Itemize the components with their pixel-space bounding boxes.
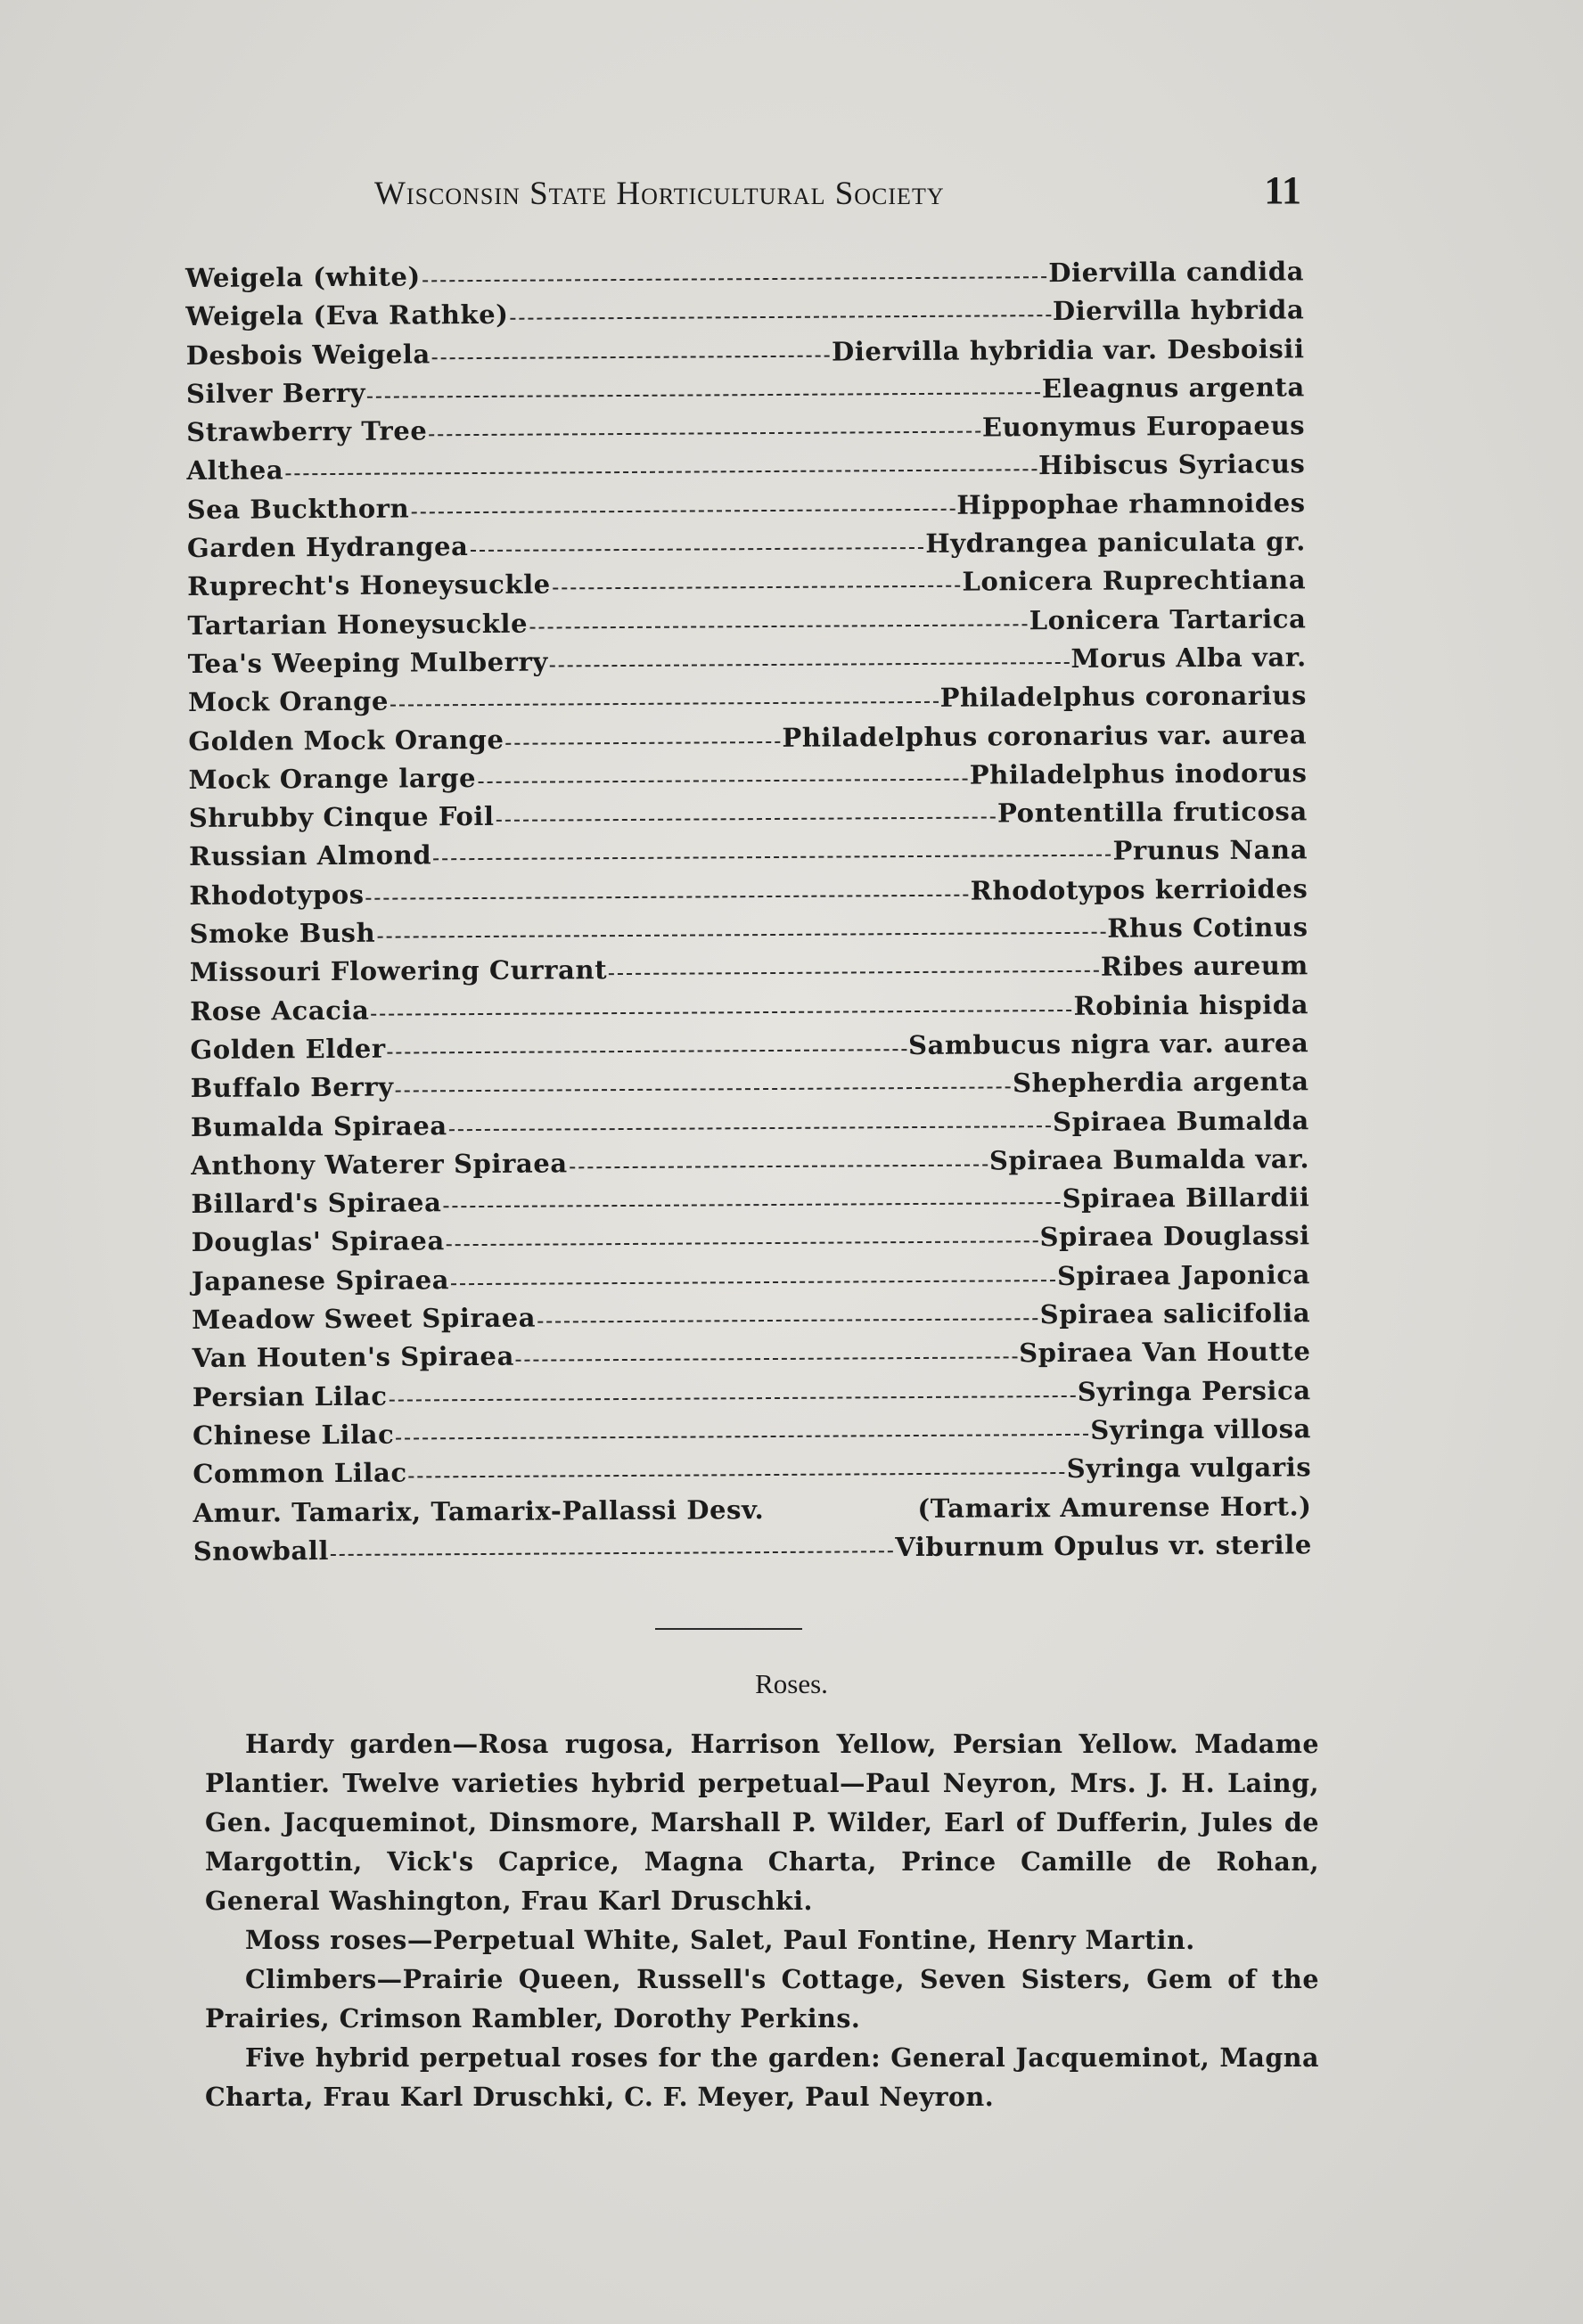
common-name: Russian Almond [188, 839, 432, 872]
common-name: Ruprecht's Honeysuckle [187, 569, 551, 602]
botanical-name: Robinia hispida [1073, 988, 1309, 1021]
dot-leader [449, 1125, 1051, 1131]
dot-leader [396, 1087, 1011, 1092]
roses-paragraph: Climbers—Prairie Queen, Russell's Cottage, Seven Sisters, Gem of the Prairies, Crimson Rambler, Dorothy Perkins. [205, 1964, 1319, 2034]
shrub-row [189, 912, 1308, 957]
dot-leader [367, 392, 1040, 398]
dot-leader [496, 817, 997, 822]
botanical-name: Philadelphus inodorus [969, 757, 1308, 790]
botanical-name: Rhus Cotinus [1107, 912, 1308, 944]
botanical-name: Rhodotypos kerrioides [970, 873, 1308, 906]
shrub-row [186, 411, 1305, 456]
common-name: Persian Lilac [192, 1380, 388, 1412]
dot-leader [570, 1164, 988, 1168]
common-name: Weigela (white) [185, 261, 421, 293]
botanical-name: Lonicera Ruprechtiana [962, 564, 1307, 598]
common-name: Snowball [193, 1534, 330, 1567]
shrub-row [185, 295, 1304, 340]
botanical-name: Viburnum Opulus vr. sterile [895, 1529, 1312, 1562]
common-name: Desbois Weigela [185, 338, 431, 371]
shrub-row [192, 1259, 1310, 1305]
botanical-name: Shepherdia argenta [1012, 1066, 1309, 1099]
common-name: Anthony Waterer Spiraea [191, 1148, 568, 1181]
dot-leader [447, 1241, 1038, 1247]
common-name: Rhodotypos [189, 879, 365, 911]
common-name: Douglas' Spiraea [191, 1225, 445, 1258]
common-name: Strawberry Tree [186, 415, 428, 448]
page-header [374, 168, 1301, 221]
shrub-row [190, 951, 1308, 996]
roses-heading: Roses. [755, 1668, 828, 1699]
common-name: Shrubby Cinque Foil [188, 801, 495, 834]
shrub-row [186, 449, 1305, 495]
common-name: Japanese Spiraea [191, 1264, 450, 1297]
common-name: Golden Elder [190, 1033, 386, 1065]
roses-body [205, 1724, 1319, 2116]
dot-leader [506, 741, 781, 744]
shrub-row [190, 989, 1308, 1035]
dot-leader [511, 315, 1051, 320]
common-name: Buffalo Berry [190, 1071, 394, 1104]
dot-leader [371, 1010, 1071, 1016]
dot-leader [409, 1472, 1065, 1477]
botanical-name: Diervilla hybrida [1052, 294, 1305, 327]
botanical-name: (Tamarix Amurense Hort.) [917, 1490, 1312, 1524]
shrub-row [187, 603, 1306, 649]
shrub-row [187, 526, 1306, 571]
common-name: Common Lilac [193, 1457, 407, 1490]
common-name: Mock Orange [187, 685, 390, 718]
shrub-row [189, 796, 1308, 841]
shrub-row [193, 1413, 1311, 1459]
common-name: Tartarian Honeysuckle [187, 608, 529, 641]
dot-leader [451, 1280, 1055, 1285]
roses-paragraph: Moss roses—Perpetual White, Salet, Paul Fontine, Henry Martin. [245, 1925, 1195, 1955]
dot-leader [516, 1357, 1017, 1362]
shrub-row [191, 1182, 1309, 1227]
shrub-row [192, 1297, 1310, 1343]
dot-leader [471, 547, 924, 552]
botanical-name: Lonicera Tartarica [1029, 602, 1307, 635]
shrub-row [192, 1337, 1310, 1382]
dot-leader [537, 1318, 1038, 1322]
shrub-row [193, 1375, 1311, 1420]
shrub-row [193, 1529, 1312, 1575]
shrub-row [192, 1221, 1310, 1266]
common-name: Billard's Spiraea [191, 1187, 442, 1220]
botanical-name: Hydrangea paniculata gr. [925, 526, 1307, 560]
botanical-name: Syringa vulgaris [1066, 1452, 1312, 1485]
botanical-name: Spiraea salicifolia [1039, 1297, 1311, 1330]
dot-leader [285, 470, 1037, 476]
shrub-row [191, 1143, 1309, 1189]
common-name: Amur. Tamarix, Tamarix-Pallassi Desv. [193, 1493, 765, 1528]
common-name: Van Houten's Spiraea [192, 1341, 515, 1374]
dot-leader [411, 509, 955, 514]
shrub-row [188, 719, 1307, 765]
dot-leader [553, 585, 961, 590]
botanical-name: Syringa Persica [1077, 1374, 1311, 1407]
common-name: Smoke Bush [189, 917, 376, 950]
dot-leader [609, 970, 1099, 975]
common-name: Missouri Flowering Currant [189, 954, 608, 988]
shrub-row [188, 642, 1307, 687]
common-name: Tea's Weeping Mulberry [187, 646, 549, 679]
shrub-row [189, 835, 1308, 880]
dot-leader [443, 1202, 1060, 1207]
botanical-name: Spiraea Japonica [1056, 1259, 1311, 1291]
dot-leader [331, 1551, 893, 1556]
common-name: Mock Orange large [188, 762, 477, 795]
botanical-name: Spiraea Bumalda var. [988, 1143, 1310, 1176]
botanical-name: Hippophae rhamnoides [956, 487, 1306, 520]
dot-leader [432, 355, 830, 359]
shrub-row [191, 1067, 1309, 1112]
common-name: Silver Berry [185, 377, 366, 409]
running-title: Wisconsin State Horticultural Society [374, 176, 945, 212]
common-name: Althea [186, 454, 284, 487]
botanical-name: Spiraea Van Houtte [1019, 1336, 1311, 1369]
shrub-row [189, 873, 1308, 919]
shrub-row [188, 757, 1307, 803]
common-name: Chinese Lilac [192, 1419, 395, 1451]
botanical-name: Philadelphus coronarius var. aurea [782, 718, 1308, 753]
common-name: Meadow Sweet Spiraea [192, 1302, 537, 1335]
shrub-row [186, 372, 1305, 417]
botanical-name: Spiraea Billardii [1062, 1182, 1310, 1215]
dot-leader [433, 855, 1111, 861]
botanical-name: Eleagnus argenta [1041, 372, 1305, 405]
roses-paragraph: Five hybrid perpetual roses for the garden: General Jacqueminot, Magna Charta, Frau Karl Druschki, C. F. Meyer, Paul Neyron. [205, 2042, 1319, 2112]
section-divider [655, 1628, 802, 1630]
dot-leader [550, 662, 1070, 667]
dot-leader [377, 932, 1105, 938]
botanical-name: Sambucus nigra var. aurea [907, 1027, 1309, 1060]
shrub-row [191, 1105, 1309, 1150]
shrub-row [188, 681, 1307, 726]
shrub-row [193, 1452, 1311, 1498]
roses-paragraph: Hardy garden—Rosa rugosa, Harrison Yellow, Persian Yellow. Madame Plantier. Twelve varieties hybrid perpetual—Paul Neyron, Mrs. J. H. Laing, Gen. Jacqueminot, Dinsmore, Marshall P. Wilder, Earl of Dufferin, Jules de Margottin, Vick's Caprice, Magna Charta, Prince Camille de Rohan, General Washington, Frau Karl Druschki. [205, 1729, 1319, 1916]
common-name: Golden Mock Orange [188, 724, 504, 757]
botanical-name: Diervilla hybridia var. Desboisii [831, 332, 1305, 367]
botanical-name: Diervilla candida [1048, 256, 1305, 289]
dot-leader [388, 1049, 906, 1054]
page-number: 11 [1264, 168, 1301, 212]
dot-leader [422, 276, 1047, 282]
shrub-row [187, 565, 1306, 610]
botanical-name: Morus Alba var. [1070, 642, 1307, 674]
botanical-name: Spiraea Douglassi [1039, 1220, 1310, 1253]
botanical-name: Hibiscus Syriacus [1038, 448, 1306, 481]
botanical-name: Prunus Nana [1112, 834, 1308, 867]
dot-leader [390, 701, 939, 707]
shrub-row [190, 1027, 1308, 1073]
botanical-name: Euonymus Europaeus [981, 410, 1306, 443]
dot-leader [366, 894, 969, 899]
dot-leader [478, 779, 968, 783]
shrub-list [185, 256, 1312, 1575]
common-name: Rose Acacia [190, 994, 370, 1027]
common-name: Weigela (Eva Rathke) [185, 299, 509, 332]
shrub-row [185, 256, 1304, 301]
botanical-name: Ribes aureum [1100, 950, 1308, 983]
shrub-row [187, 487, 1306, 533]
botanical-name: Spiraea Bumalda [1052, 1104, 1310, 1137]
botanical-name: Syringa villosa [1090, 1413, 1312, 1445]
shrub-row [193, 1491, 1311, 1536]
dot-leader [529, 624, 1028, 628]
botanical-name: Pontentilla fruticosa [997, 796, 1308, 829]
dot-leader [429, 431, 980, 437]
dot-leader [390, 1395, 1076, 1402]
botanical-name: Philadelphus coronarius [939, 680, 1308, 714]
common-name: Sea Buckthorn [186, 493, 410, 525]
common-name: Garden Hydrangea [186, 531, 469, 564]
dot-leader [396, 1434, 1088, 1440]
shrub-row [186, 333, 1305, 379]
common-name: Bumalda Spiraea [190, 1109, 447, 1142]
